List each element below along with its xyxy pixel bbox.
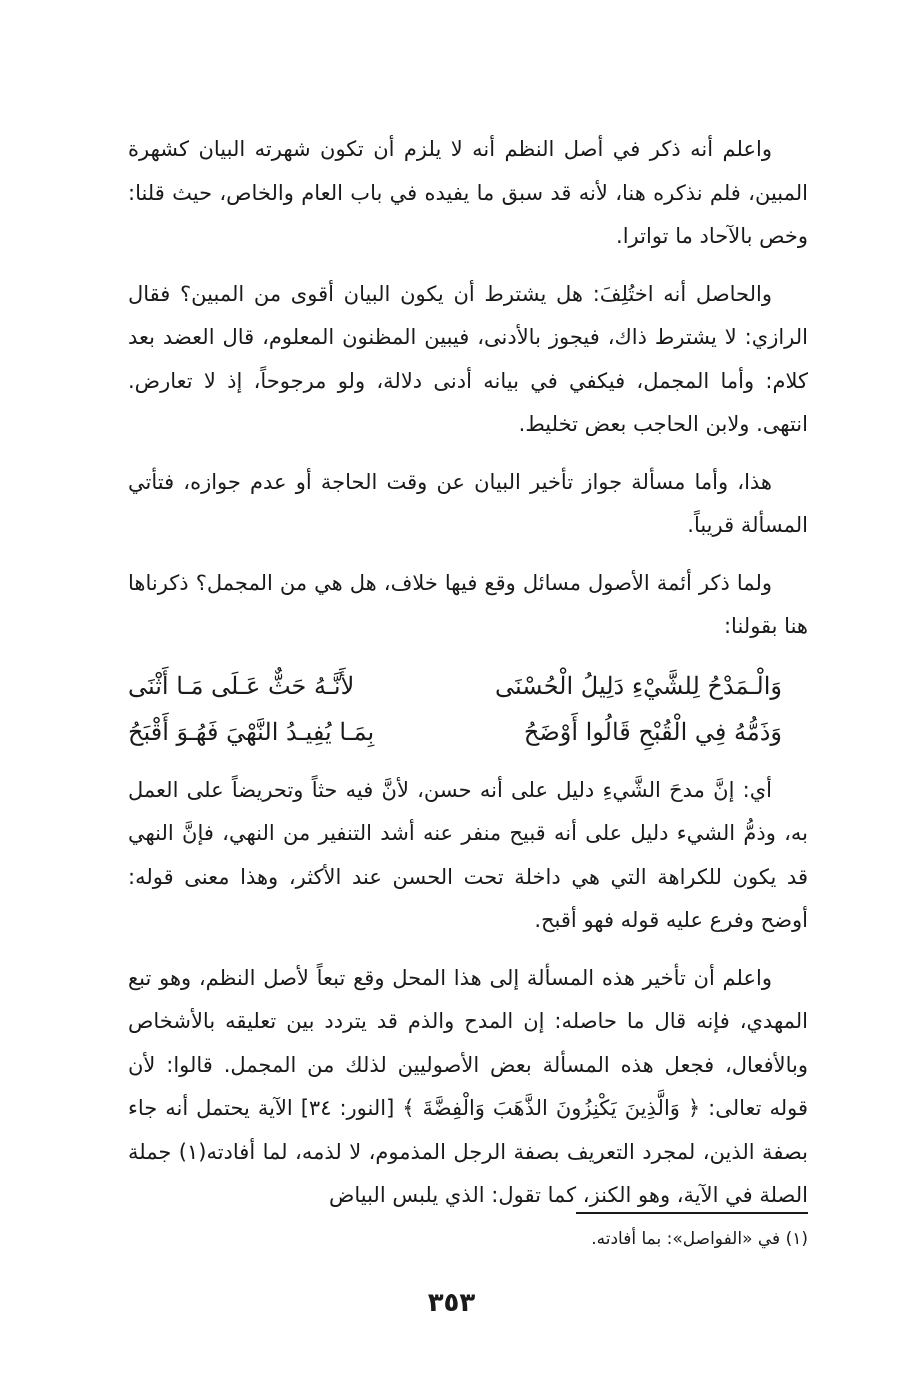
poem-verse bbox=[128, 663, 808, 759]
verse-line-2 bbox=[128, 709, 808, 755]
paragraph-1: واعلم أنه ذكر في أصل النظم أنه لا يلزم أن تكون شهرته البيان كشهرة المبين، فلم نذكره هنا، لأنه قد سبق ما يفيده في باب العام والخاص، حيث قلنا: وخص بالآحاد ما تواترا. bbox=[128, 137, 808, 248]
main-text bbox=[128, 128, 808, 1232]
paragraph-2: والحاصل أنه اختُلِفَ: هل يشترط أن يكون البيان أقوى من المبين؟ فقال الرازي: لا يشترط ذاك، فيجوز بالأدنى، فيبين المظنون المعلوم، قال العضد بعد كلام: وأما المجمل، فيكفي في بيانه أدنى دلالة، ولو مرجوحاً، إذ لا تعارض. انتهى. ولابن الحاجب بعض تخليط. bbox=[128, 281, 808, 436]
paragraph-4: ولما ذكر أئمة الأصول مسائل وقع فيها خلاف، هل هي من المجمل؟ ذكرناها هنا بقولنا: bbox=[128, 570, 808, 638]
footnote-separator bbox=[576, 1212, 808, 1214]
verse-line-1-first-hemistich: وَالْـمَدْحُ لِلشَّيْءِ دَلِيلُ الْحُسْنَى bbox=[495, 671, 782, 700]
verse-line-1 bbox=[128, 663, 808, 709]
verse-line-2-first-hemistich: وَذَمُّهُ فِي الْقُبْحِ قَالُوا أَوْضَحُ bbox=[523, 717, 782, 746]
verse-line-2-second-hemistich: بِمَـا يُفِيـدُ النَّهْيَ فَهُـوَ أَقْبَحُ bbox=[128, 717, 375, 746]
paragraph-3: هذا، وأما مسألة جواز تأخير البيان عن وقت الحاجة أو عدم جوازه، فتأتي المسألة قريباً. bbox=[128, 469, 808, 537]
paragraph-6: واعلم أن تأخير هذه المسألة إلى هذا المحل وقع تبعاً لأصل النظم، وهو تبع المهدي، فإنه قال ما حاصله: إن المدح والذم قد يتردد بين تعليقه بالأشخاص وبالأفعال، فجعل هذه المسألة بعض الأصوليين لذلك من المجمل. قالوا: لأن قوله تعالى: ﴿ وَالَّذِينَ يَكْنِزُونَ الذَّهَبَ وَالْفِضَّةَ ﴾ [النور: ٣٤] الآية يحتمل أنه جاء بصفة الذين، لمجرد التعريف بصفة الرجل المذموم، لا لذمه، لما أفادته(١) جملة الصلة في الآية، وهو الكنز، كما تقول: الذي يلبس البياض bbox=[128, 965, 808, 1207]
footnote: (١) في «الفواصل»: بما أفادته. bbox=[591, 1229, 808, 1249]
paragraph-5: أي: إنَّ مدحَ الشَّيءِ دليل على أنه حسن، لأنَّ فيه حثاً وتحريضاً على العمل به، وذمُّ الشيء دليل على أنه قبيح منفر عنه أشد التنفير من النهي، فإنَّ النهي قد يكون للكراهة التي هي داخلة تحت الحسن عند الأكثر، وهذا معنى قوله: أوضح وفرع عليه قوله فهو أقبح. bbox=[128, 777, 808, 932]
page-number: ٣٥٣ bbox=[427, 1288, 476, 1318]
verse-line-1-second-hemistich: لأَنَّـهُ حَثٌّ عَـلَى مَـا أَثْنَى bbox=[128, 671, 355, 700]
